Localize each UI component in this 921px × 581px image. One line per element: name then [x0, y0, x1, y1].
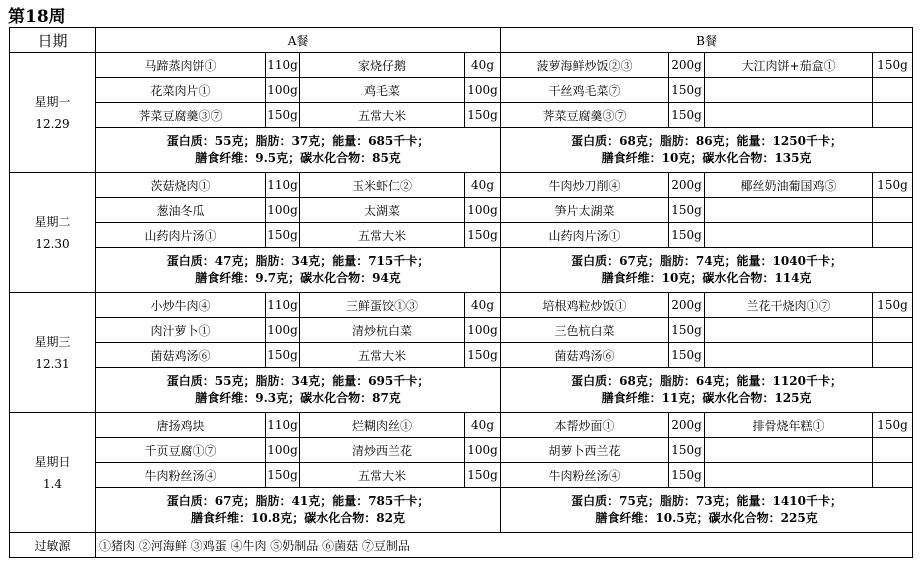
- dish-row: [10, 463, 913, 488]
- weekday-label: 星期三: [34, 334, 71, 349]
- portion-weight: 40g: [465, 293, 501, 318]
- portion-weight: 100g: [465, 438, 501, 463]
- dish-name: 椰丝奶油葡国鸡⑤: [705, 173, 873, 198]
- portion-weight: 150g: [669, 343, 705, 368]
- weekday-label: 星期日: [34, 454, 71, 469]
- nutrition-line: 蛋白质：75克；脂肪：73克；能量：1410千卡；: [571, 494, 842, 508]
- dish-name: 清炒杭白菜: [300, 318, 465, 343]
- dish-name: 荠菜豆腐羹③⑦: [501, 103, 669, 128]
- portion-weight: 150g: [669, 318, 705, 343]
- dish-name: 山药肉片汤①: [96, 223, 266, 248]
- dish-name: 笋片太湖菜: [501, 198, 669, 223]
- nutrition-line: 蛋白质：67克；脂肪：41克；能量：785千卡；: [166, 494, 430, 508]
- dish-name: 菌菇鸡汤⑥: [501, 343, 669, 368]
- allergen-row: [10, 533, 913, 558]
- portion-weight: [873, 103, 913, 128]
- dish-row: [10, 78, 913, 103]
- nutrition-a: [96, 488, 501, 533]
- weekday-label: 星期二: [34, 214, 71, 229]
- nutrition-b: [501, 368, 913, 413]
- nutrition-b: [501, 248, 913, 293]
- dish-name: 玉米虾仁②: [300, 173, 465, 198]
- menu-table: [9, 27, 913, 558]
- date-label: 12.31: [35, 356, 70, 371]
- dish-name: [705, 343, 873, 368]
- day-cell: [10, 413, 96, 533]
- portion-weight: 100g: [465, 318, 501, 343]
- nutrition-line: 膳食纤维：10克；碳水化合物：135克: [601, 151, 812, 165]
- nutrition-row: [10, 368, 913, 413]
- meal-b-header: B餐: [501, 28, 913, 53]
- portion-weight: 150g: [669, 463, 705, 488]
- dish-name: 菌菇鸡汤⑥: [96, 343, 266, 368]
- portion-weight: 200g: [669, 293, 705, 318]
- portion-weight: 150g: [669, 78, 705, 103]
- dish-name: 肉汁萝卜①: [96, 318, 266, 343]
- dish-name: 家烧仔鹅: [300, 53, 465, 78]
- dish-name: 兰花干烧肉①⑦: [705, 293, 873, 318]
- dish-name: [705, 103, 873, 128]
- dish-name: 大江肉饼+茄盒①: [705, 53, 873, 78]
- date-column-header: 日期: [10, 28, 96, 53]
- dish-name: 牛肉粉丝汤④: [501, 463, 669, 488]
- dish-row: [10, 103, 913, 128]
- portion-weight: 150g: [266, 103, 300, 128]
- dish-row: [10, 343, 913, 368]
- portion-weight: 150g: [266, 343, 300, 368]
- nutrition-line: 膳食纤维：10.8克；碳水化合物：82克: [191, 511, 405, 525]
- portion-weight: 150g: [465, 223, 501, 248]
- nutrition-line: 蛋白质：68克；脂肪：64克；能量：1120千卡；: [571, 374, 842, 388]
- portion-weight: [873, 438, 913, 463]
- portion-weight: 200g: [669, 53, 705, 78]
- dish-name: 三色杭白菜: [501, 318, 669, 343]
- date-label: 12.29: [35, 116, 70, 131]
- dish-name: 菠萝海鲜炒饭②③: [501, 53, 669, 78]
- dish-name: 花菜肉片①: [96, 78, 266, 103]
- dish-name: 太湖菜: [300, 198, 465, 223]
- dish-name: 唐扬鸡块: [96, 413, 266, 438]
- meal-a-header: A餐: [96, 28, 501, 53]
- dish-name: 小炒牛肉④: [96, 293, 266, 318]
- portion-weight: 150g: [266, 223, 300, 248]
- portion-weight: 150g: [873, 293, 913, 318]
- date-label: 1.4: [42, 476, 63, 491]
- dish-name: 山药肉片汤①: [501, 223, 669, 248]
- nutrition-line: 膳食纤维：9.5克；碳水化合物：85克: [195, 151, 401, 165]
- portion-weight: 110g: [266, 173, 300, 198]
- dish-name: 荠菜豆腐羹③⑦: [96, 103, 266, 128]
- portion-weight: [873, 463, 913, 488]
- dish-name: 培根鸡粒炒饭①: [501, 293, 669, 318]
- weekday-label: 星期一: [34, 94, 71, 109]
- portion-weight: 40g: [465, 53, 501, 78]
- portion-weight: 100g: [266, 78, 300, 103]
- dish-name: [705, 78, 873, 103]
- day-cell: [10, 173, 96, 293]
- page-title: 第18周: [8, 7, 66, 27]
- dish-name: 千页豆腐①⑦: [96, 438, 266, 463]
- nutrition-b: [501, 128, 913, 173]
- portion-weight: 150g: [873, 53, 913, 78]
- portion-weight: 150g: [266, 463, 300, 488]
- portion-weight: 40g: [465, 173, 501, 198]
- portion-weight: 100g: [465, 78, 501, 103]
- dish-row: [10, 293, 913, 318]
- portion-weight: 150g: [465, 103, 501, 128]
- nutrition-line: 蛋白质：67克；脂肪：74克；能量：1040千卡；: [571, 254, 842, 268]
- dish-name: [705, 463, 873, 488]
- nutrition-a: [96, 368, 501, 413]
- nutrition-line: 膳食纤维：9.3克；碳水化合物：87克: [195, 391, 401, 405]
- dish-name: 牛肉粉丝汤④: [96, 463, 266, 488]
- allergen-label: 过敏源: [10, 533, 96, 558]
- portion-weight: 200g: [669, 173, 705, 198]
- portion-weight: [873, 78, 913, 103]
- portion-weight: 200g: [669, 413, 705, 438]
- nutrition-line: 膳食纤维：9.7克；碳水化合物：94克: [195, 271, 401, 285]
- dish-name: 葱油冬瓜: [96, 198, 266, 223]
- nutrition-line: 膳食纤维：10.5克；碳水化合物：225克: [595, 511, 818, 525]
- portion-weight: 100g: [266, 318, 300, 343]
- portion-weight: 110g: [266, 53, 300, 78]
- date-label: 12.30: [35, 236, 70, 251]
- dish-name: [705, 198, 873, 223]
- nutrition-a: [96, 248, 501, 293]
- portion-weight: 100g: [465, 198, 501, 223]
- dish-row: [10, 173, 913, 198]
- dish-name: 本帮炒面①: [501, 413, 669, 438]
- day-cell: [10, 293, 96, 413]
- dish-row: [10, 53, 913, 78]
- nutrition-line: 膳食纤维：10克；碳水化合物：114克: [601, 271, 812, 285]
- dish-name: 清炒西兰花: [300, 438, 465, 463]
- dish-row: [10, 318, 913, 343]
- allergen-legend: ①猪肉 ②河海鲜 ③鸡蛋 ④牛肉 ⑤奶制品 ⑥菌菇 ⑦豆制品: [96, 533, 913, 558]
- dish-name: 五常大米: [300, 343, 465, 368]
- nutrition-b: [501, 488, 913, 533]
- dish-name: 三鲜蛋饺①③: [300, 293, 465, 318]
- portion-weight: 150g: [465, 463, 501, 488]
- portion-weight: 150g: [669, 103, 705, 128]
- dish-name: 五常大米: [300, 103, 465, 128]
- nutrition-row: [10, 248, 913, 293]
- portion-weight: 100g: [266, 198, 300, 223]
- dish-row: [10, 198, 913, 223]
- nutrition-line: 蛋白质：47克；脂肪：34克；能量：715千卡；: [166, 254, 430, 268]
- dish-name: 牛肉炒刀削④: [501, 173, 669, 198]
- dish-name: 干丝鸡毛菜⑦: [501, 78, 669, 103]
- dish-name: [705, 223, 873, 248]
- portion-weight: 110g: [266, 413, 300, 438]
- portion-weight: 150g: [873, 173, 913, 198]
- dish-row: [10, 438, 913, 463]
- nutrition-line: 膳食纤维：11克；碳水化合物：125克: [601, 391, 812, 405]
- portion-weight: 150g: [873, 413, 913, 438]
- portion-weight: 150g: [669, 198, 705, 223]
- portion-weight: 110g: [266, 293, 300, 318]
- day-cell: [10, 53, 96, 173]
- dish-name: 鸡毛菜: [300, 78, 465, 103]
- nutrition-a: [96, 128, 501, 173]
- dish-name: 马蹄蒸肉饼①: [96, 53, 266, 78]
- portion-weight: 40g: [465, 413, 501, 438]
- nutrition-line: 蛋白质：55克；脂肪：37克；能量：685千卡；: [166, 134, 430, 148]
- dish-name: 烂糊肉丝①: [300, 413, 465, 438]
- nutrition-row: [10, 488, 913, 533]
- dish-row: [10, 223, 913, 248]
- dish-name: 茨菇烧肉①: [96, 173, 266, 198]
- portion-weight: [873, 198, 913, 223]
- dish-name: [705, 438, 873, 463]
- portion-weight: 150g: [669, 223, 705, 248]
- dish-name: 五常大米: [300, 463, 465, 488]
- dish-name: [705, 318, 873, 343]
- portion-weight: [873, 343, 913, 368]
- dish-name: 胡萝卜西兰花: [501, 438, 669, 463]
- nutrition-line: 蛋白质：68克；脂肪：86克；能量：1250千卡；: [571, 134, 842, 148]
- portion-weight: [873, 318, 913, 343]
- dish-row: [10, 413, 913, 438]
- portion-weight: 150g: [669, 438, 705, 463]
- portion-weight: 100g: [266, 438, 300, 463]
- nutrition-row: [10, 128, 913, 173]
- portion-weight: [873, 223, 913, 248]
- nutrition-line: 蛋白质：55克；脂肪：34克；能量：695千卡；: [166, 374, 430, 388]
- portion-weight: 150g: [465, 343, 501, 368]
- dish-name: 排骨烧年糕①: [705, 413, 873, 438]
- header-row: [10, 28, 913, 53]
- dish-name: 五常大米: [300, 223, 465, 248]
